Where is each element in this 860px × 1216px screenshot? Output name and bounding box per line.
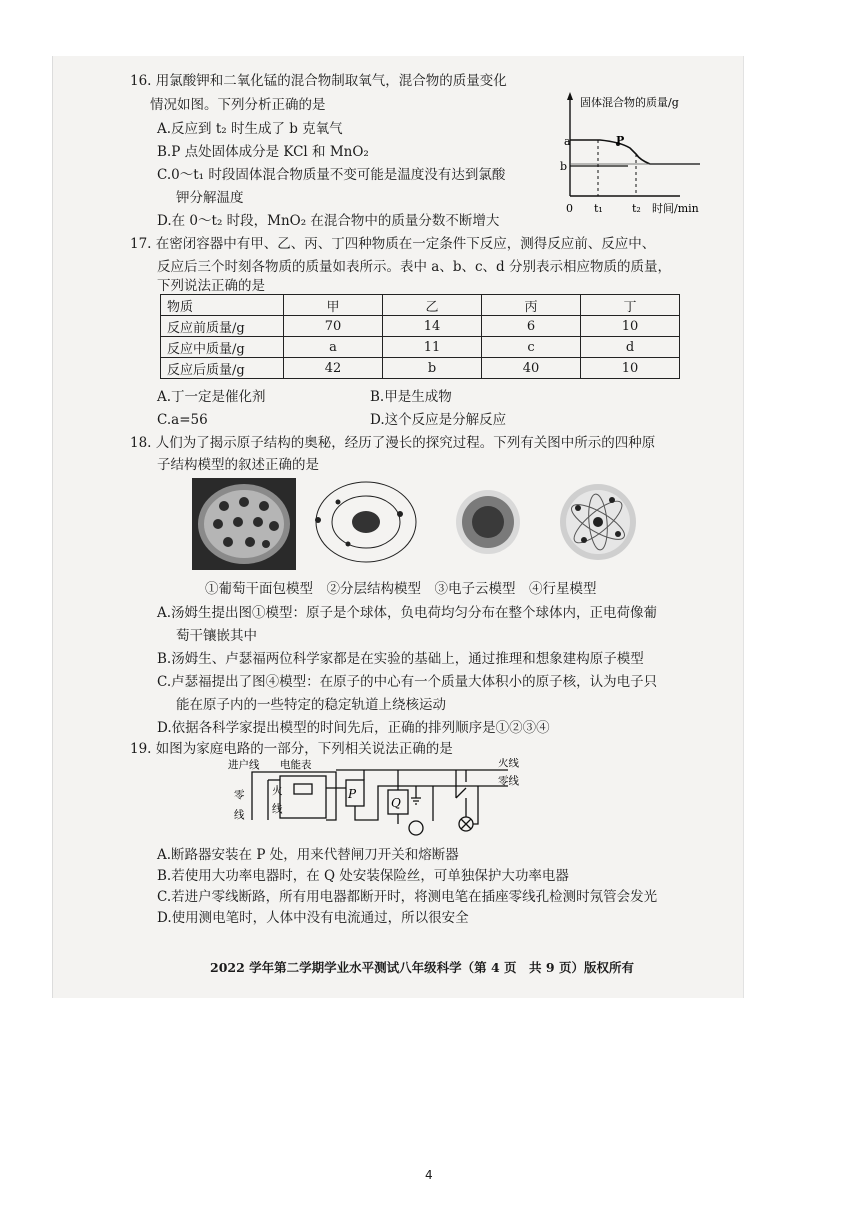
- graph-t1: t₁: [594, 202, 603, 215]
- table-row: [161, 358, 680, 379]
- q18-stem-line1: 18. 人们为了揭示原子结构的奥秘，经历了漫长的探究过程。下列有关图中所示的四种原: [130, 435, 656, 451]
- graph-origin: 0: [566, 202, 573, 215]
- table-cell: 反应后质量/g: [161, 358, 284, 379]
- q19-option-c: C.若进户零线断路，所有用电器都断开时，将测电笔在插座零线孔检测时氖管会发光: [157, 889, 658, 905]
- table-cell: b: [383, 358, 482, 379]
- table-cell: 11: [383, 337, 482, 358]
- q17-option-a: A.丁一定是催化剂: [157, 389, 266, 405]
- table-cell: 14: [383, 316, 482, 337]
- table-cell: d: [581, 337, 680, 358]
- table-cell: 丁: [581, 295, 680, 316]
- table-cell: 6: [482, 316, 581, 337]
- q16-option-d: D.在 0～t₂ 时段，MnO₂ 在混合物中的质量分数不断增大: [157, 213, 500, 229]
- circuit-live-v1: 火: [272, 785, 283, 797]
- table-cell: 反应中质量/g: [161, 337, 284, 358]
- q18-option-c-line2: 能在原子内的一些特定的稳定轨道上绕核运动: [176, 697, 446, 713]
- table-header-row: [161, 295, 680, 316]
- graph-label-p: P: [616, 134, 625, 147]
- q18-option-c-line1: C.卢瑟福提出了图④模型：在原子的中心有一个质量大体积小的原子核，认为电子只: [157, 674, 658, 690]
- circuit-neutral-label: 零线: [498, 775, 519, 787]
- graph-t2: t₂: [632, 202, 641, 215]
- graph-ylabel: 固体混合物的质量/g: [580, 96, 679, 109]
- table-cell: 10: [581, 358, 680, 379]
- table-cell: 物质: [161, 295, 284, 316]
- q17-stem-line2: 反应后三个时刻各物质的质量如表所示。表中 a、b、c、d 分别表示相应物质的质量，: [157, 259, 671, 275]
- q17-stem-line1: 17. 在密闭容器中有甲、乙、丙、丁四种物质在一定条件下反应，测得反应前、反应中、: [130, 236, 656, 252]
- q19-option-d: D.使用测电笔时，人体中没有电流通过，所以很安全: [157, 910, 469, 926]
- q18-option-d: D.依据各科学家提出模型的时间先后，正确的排列顺序是①②③④: [157, 720, 550, 736]
- q16-stem-line1: 16. 用氯酸钾和二氧化锰的混合物制取氧气，混合物的质量变化: [130, 73, 507, 89]
- circuit-neutral-v1: 零: [234, 789, 245, 801]
- q17-option-d: D.这个反应是分解反应: [370, 412, 507, 428]
- q18-option-a-line2: 萄干镶嵌其中: [176, 628, 257, 644]
- graph-label-a: a: [564, 135, 571, 148]
- q18-stem-line2: 子结构模型的叙述正确的是: [157, 457, 319, 473]
- table-cell: 反应前质量/g: [161, 316, 284, 337]
- graph-xlabel: 时间/min: [652, 202, 699, 215]
- table-cell: 42: [284, 358, 383, 379]
- table-row: [161, 337, 680, 358]
- q16-option-c-line1: C.0～t₁ 时段固体混合物质量不变可能是温度没有达到氯酸: [157, 167, 506, 183]
- circuit-neutral-v2: 线: [234, 809, 245, 821]
- q17-mass-table: [160, 294, 680, 379]
- q16-option-c-line2: 钾分解温度: [176, 190, 244, 206]
- graph-label-b: b: [560, 160, 568, 173]
- table-cell: 70: [284, 316, 383, 337]
- q17-option-b: B.甲是生成物: [370, 389, 452, 405]
- table-cell: 甲: [284, 295, 383, 316]
- q19-stem: 19. 如图为家庭电路的一部分，下列相关说法正确的是: [130, 741, 453, 757]
- table-cell: 丙: [482, 295, 581, 316]
- circuit-p-label: P: [348, 787, 357, 801]
- circuit-live-v2: 线: [272, 803, 283, 815]
- page-number: 4: [425, 1168, 433, 1182]
- circuit-inlet-label: 进户线: [228, 759, 260, 771]
- q18-atom-models-figure: [188, 474, 668, 574]
- table-cell: c: [482, 337, 581, 358]
- circuit-meter-label: 电能表: [280, 759, 312, 771]
- circuit-q-label: Q: [391, 796, 401, 810]
- q19-option-a: A.断路器安装在 P 处，用来代替闸刀开关和熔断器: [157, 847, 459, 863]
- table-cell: 乙: [383, 295, 482, 316]
- circuit-live-label: 火线: [498, 758, 519, 769]
- q18-option-a-line1: A.汤姆生提出图①模型：原子是个球体，负电荷均匀分布在整个球体内，正电荷像葡: [157, 605, 658, 621]
- table-cell: a: [284, 337, 383, 358]
- q16-stem-line2: 情况如图。下列分析正确的是: [150, 97, 326, 113]
- q16-option-a: A.反应到 t₂ 时生成了 b 克氧气: [157, 121, 343, 137]
- q16-option-b: B.P 点处固体成分是 KCl 和 MnO₂: [157, 144, 369, 160]
- q18-option-b: B.汤姆生、卢瑟福两位科学家都是在实验的基础上，通过推理和想象建构原子模型: [157, 651, 644, 667]
- table-cell: 10: [581, 316, 680, 337]
- q17-option-c: C.a=56: [157, 412, 208, 428]
- q18-model-captions: ①葡萄干面包模型 ②分层结构模型 ③电子云模型 ④行星模型: [205, 581, 597, 597]
- q17-stem-line3: 下列说法正确的是: [157, 278, 265, 294]
- table-cell: 40: [482, 358, 581, 379]
- q16-mass-time-graph: [550, 88, 730, 218]
- page-footer: 2022 学年第二学期学业水平测试八年级科学（第 4 页 共 9 页）版权所有: [210, 960, 634, 975]
- table-row: [161, 316, 680, 337]
- q19-household-circuit-diagram: [228, 758, 538, 840]
- q19-option-b: B.若使用大功率电器时，在 Q 处安装保险丝，可单独保护大功率电器: [157, 868, 569, 884]
